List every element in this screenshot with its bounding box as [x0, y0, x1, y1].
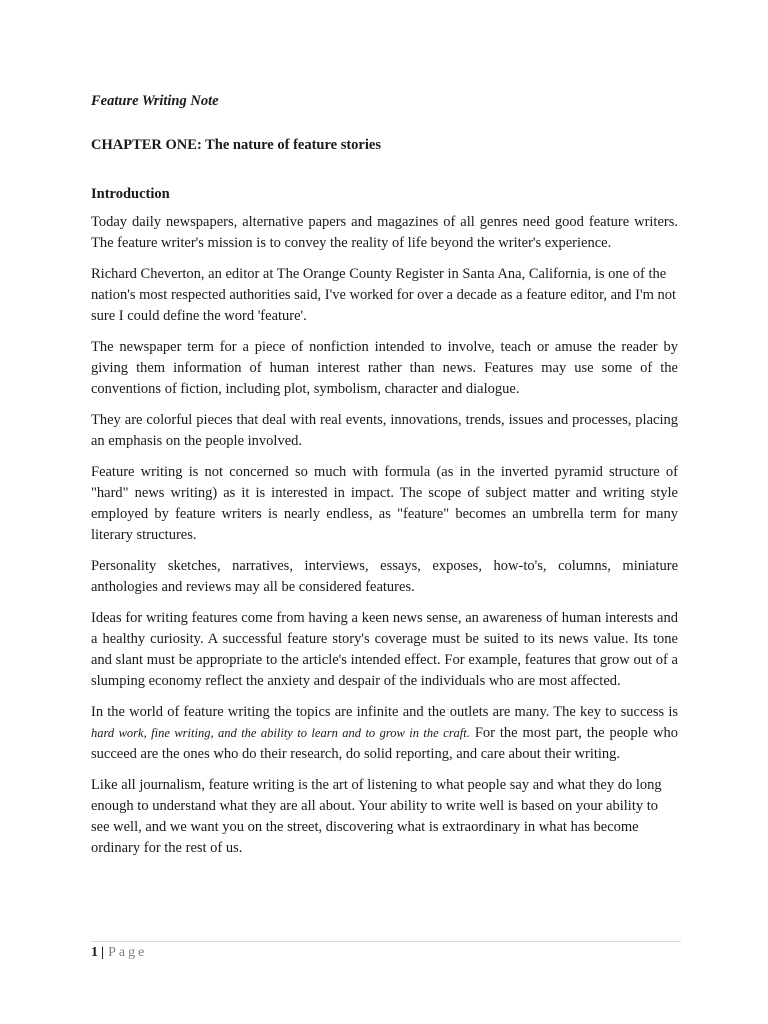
page-number: 1 [91, 945, 98, 960]
paragraph-definition: The newspaper term for a piece of nonfiction intended to involve, teach or amuse the reader by giving them information of human interest rather than news. Features may use some of the conventions of fiction, including plot, symbolism, character and dialogue. [91, 339, 678, 397]
document-page [91, 90, 678, 869]
section-heading: Introduction [91, 186, 170, 202]
paragraph-success [91, 702, 678, 765]
paragraph-ideas: Ideas for writing features come from having a keen news sense, an awareness of human interests and a healthy curiosity. A successful feature story's coverage must be suited to its news value. Its tone and slant must be appropriate to the article's intended effect. For example, features that grow out of a slumping economy reflect the anxiety and despair of the individuals who are most affected. [91, 610, 678, 689]
footer-separator: | [101, 945, 105, 960]
chapter-heading: CHAPTER ONE: The nature of feature stories [91, 137, 381, 153]
paragraph-closing: Like all journalism, feature writing is the art of listening to what people say and what they do long enough to understand what they are all about. Your ability to write well is based on your ability to see well, and we want you on the street, discovering what is extraordinary in what has become ordinary for the rest of us. [91, 777, 662, 856]
page-footer [91, 941, 681, 962]
paragraph-success-lead: In the world of feature writing the topics are infinite and the outlets are many. The key to success is [91, 704, 678, 720]
paragraph-types: Personality sketches, narratives, interviews, essays, exposes, how-to's, columns, miniature anthologies and reviews may all be considered features. [91, 558, 678, 595]
paragraph-success-italic: hard work, fine writing, and the ability to learn and to grow in the craft. [91, 726, 470, 740]
paragraph-cheverton: Richard Cheverton, an editor at The Orange County Register in Santa Ana, California, is one of the nation's most respected authorities said, I've worked for over a decade as a feature editor, and I'm not sure I could define the word 'feature'. [91, 266, 677, 324]
paragraph-success-tail: For the most part, the people who succeed are the ones who do their research, do solid reporting, and care about their writing. [91, 725, 679, 762]
paragraph-formula: Feature writing is not concerned so much with formula (as in the inverted pyramid structure of "hard" news writing) as it is interested in impact. The scope of subject matter and writing style employed by feature writers is nearly endless, as "feature" becomes an umbrella term for many literary structures. [91, 464, 678, 543]
paragraph-colorful: They are colorful pieces that deal with real events, innovations, trends, issues and processes, placing an emphasis on the people involved. [91, 412, 678, 449]
document-title: Feature Writing Note [91, 93, 219, 109]
page-label: Page [108, 945, 148, 960]
paragraph-intro: Today daily newspapers, alternative papers and magazines of all genres need good feature writers. The feature writer's mission is to convey the reality of life beyond the writer's experience. [91, 214, 678, 251]
